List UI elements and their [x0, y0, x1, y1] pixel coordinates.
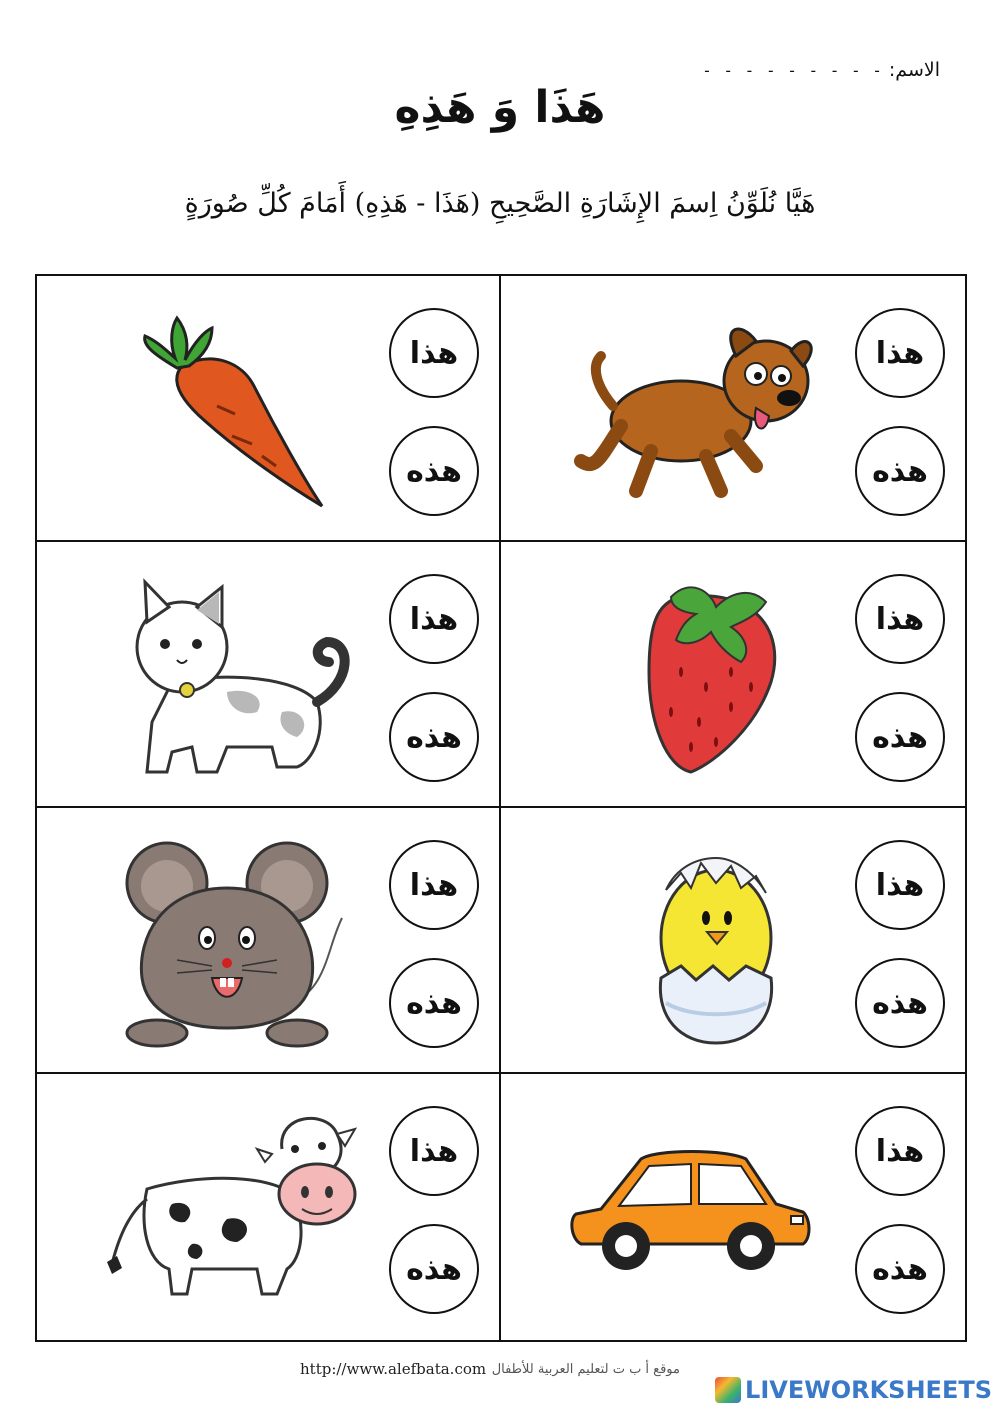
choice-haza-dog[interactable]: هذا: [855, 308, 945, 398]
cell-cow: [37, 1074, 501, 1340]
brand-logo: [715, 1376, 992, 1404]
instruction-text: هَيَّا نُلَوِّنُ اِسمَ الإِشَارَةِ الصَّحِيحِ (هَذَا - هَذِهِ) أَمَامَ كُلِّ صُورَةٍ: [184, 188, 816, 219]
car-image: [541, 1094, 821, 1319]
mouse-image: [77, 828, 357, 1053]
name-label: الاسم:: [888, 59, 940, 81]
cell-chick: [501, 808, 965, 1074]
choice-hazihi-mouse[interactable]: هذه: [389, 958, 479, 1048]
cow-image: [77, 1094, 357, 1319]
choice-haza-cow[interactable]: هذا: [389, 1106, 479, 1196]
cell-strawberry: [501, 542, 965, 808]
cat-image: [77, 562, 357, 787]
footer: [300, 1360, 680, 1378]
choice-haza-chick[interactable]: هذا: [855, 840, 945, 930]
choice-hazihi-cat[interactable]: هذه: [389, 692, 479, 782]
chick-image: [541, 828, 821, 1053]
choice-haza-mouse[interactable]: هذا: [389, 840, 479, 930]
choice-haza-cat[interactable]: هذا: [389, 574, 479, 664]
choice-hazihi-cow[interactable]: هذه: [389, 1224, 479, 1314]
name-dashes[interactable]: - - - - - - - - -: [702, 60, 883, 80]
brand-name: LIVEWORKSHEETS: [745, 1376, 992, 1404]
choice-haza-strawberry[interactable]: هذا: [855, 574, 945, 664]
choice-hazihi-dog[interactable]: هذه: [855, 426, 945, 516]
strawberry-image: [541, 562, 821, 787]
liveworksheets-logo-icon: [715, 1377, 741, 1403]
choice-hazihi-chick[interactable]: هذه: [855, 958, 945, 1048]
choice-hazihi-strawberry[interactable]: هذه: [855, 692, 945, 782]
choice-hazihi-car[interactable]: هذه: [855, 1224, 945, 1314]
exercise-grid: [35, 274, 967, 1342]
footer-site-text: موقع أ ب ت لتعليم العربية للأطفال: [491, 1361, 680, 1377]
cell-car: [501, 1074, 965, 1340]
cell-mouse: [37, 808, 501, 1074]
choice-hazihi-carrot[interactable]: هذه: [389, 426, 479, 516]
carrot-image: [77, 296, 357, 521]
footer-url: http://www.alefbata.com: [300, 1360, 487, 1378]
cell-cat: [37, 542, 501, 808]
cell-carrot: [37, 276, 501, 542]
dog-image: [541, 296, 821, 521]
cell-dog: [501, 276, 965, 542]
page-title: هَذَا وَ هَذِهِ: [394, 82, 606, 133]
choice-haza-carrot[interactable]: هذا: [389, 308, 479, 398]
choice-haza-car[interactable]: هذا: [855, 1106, 945, 1196]
